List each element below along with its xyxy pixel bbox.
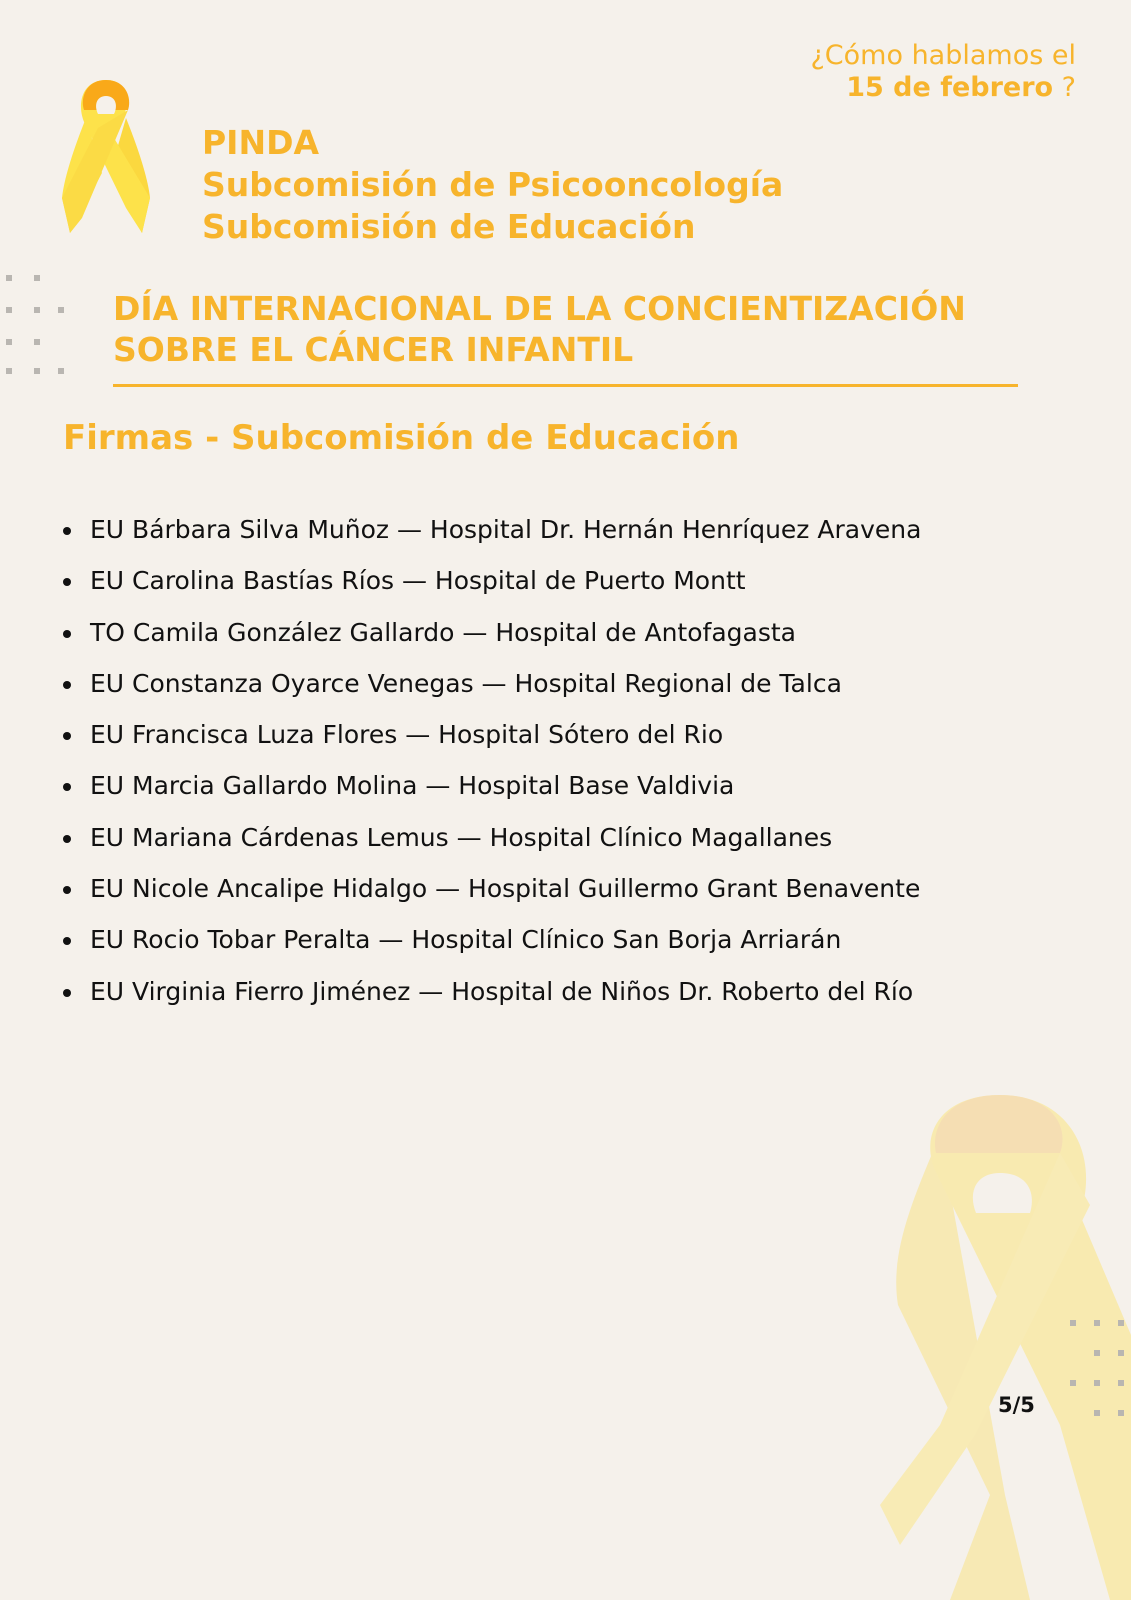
list-item <box>60 504 1100 555</box>
bullet-icon <box>63 630 71 638</box>
event-title-line-1: DÍA INTERNACIONAL DE LA CONCIENTIZACIÓN <box>113 289 966 328</box>
org-name: PINDA <box>202 123 320 162</box>
subcommission-psychooncology: Subcomisión de Psicooncología <box>202 165 784 204</box>
signer-text: EU Marcia Gallardo Molina — Hospital Base Valdivia <box>90 771 735 801</box>
tagline-date: 15 de febrero <box>846 72 1054 103</box>
list-item <box>60 709 1100 760</box>
signer-text: EU Mariana Cárdenas Lemus — Hospital Clínico Magallanes <box>90 822 833 852</box>
signer-text: EU Francisca Luza Flores — Hospital Sótero del Rio <box>90 720 724 750</box>
signer-text: EU Bárbara Silva Muñoz — Hospital Dr. Hernán Henríquez Aravena <box>90 515 922 544</box>
event-title-line-2: SOBRE EL CÁNCER INFANTIL <box>113 330 634 369</box>
bullet-icon <box>63 835 71 843</box>
yellow-ribbon-icon <box>62 78 150 240</box>
signer-text: EU Rocio Tobar Peralta — Hospital Clínico San Borja Arriarán <box>90 925 842 955</box>
bullet-icon <box>63 681 71 689</box>
signer-text: EU Constanza Oyarce Venegas — Hospital Regional de Talca <box>90 668 842 698</box>
tagline-line-2 <box>810 72 1076 104</box>
bullet-icon <box>63 886 71 894</box>
list-item <box>60 812 1100 863</box>
section-title: Firmas - Subcomisión de Educación <box>63 418 740 458</box>
list-item <box>60 760 1100 811</box>
event-title <box>113 288 966 370</box>
bullet-icon <box>63 989 71 997</box>
divider <box>113 384 1018 387</box>
signer-text: EU Carolina Bastías Ríos — Hospital de Puerto Montt <box>90 566 746 596</box>
list-item <box>60 863 1100 914</box>
bullet-icon <box>63 783 71 791</box>
signer-text: EU Virginia Fierro Jiménez — Hospital de Niños Dr. Roberto del Río <box>90 976 914 1006</box>
list-item <box>60 658 1100 709</box>
dot-grid-decoration-bottom <box>1068 1320 1131 1420</box>
bullet-icon <box>63 937 71 945</box>
header <box>202 122 783 248</box>
tagline-line-1: ¿Cómo hablamos el <box>810 40 1076 71</box>
bullet-icon <box>63 732 71 740</box>
signer-text: TO Camila González Gallardo — Hospital de Antofagasta <box>90 617 796 647</box>
tagline <box>810 40 1076 104</box>
bullet-icon <box>63 578 71 586</box>
list-item <box>60 966 1100 1017</box>
list-item <box>60 914 1100 965</box>
page-number: 5/5 <box>998 1393 1035 1417</box>
subcommission-education: Subcomisión de Educación <box>202 207 696 246</box>
list-item <box>60 607 1100 658</box>
tagline-question-mark: ? <box>1053 72 1076 103</box>
signers-list <box>60 504 1100 1017</box>
bullet-icon <box>63 527 71 535</box>
list-item <box>60 555 1100 606</box>
dot-grid-decoration <box>0 275 70 375</box>
signer-text: EU Nicole Ancalipe Hidalgo — Hospital Guillermo Grant Benavente <box>90 874 921 904</box>
